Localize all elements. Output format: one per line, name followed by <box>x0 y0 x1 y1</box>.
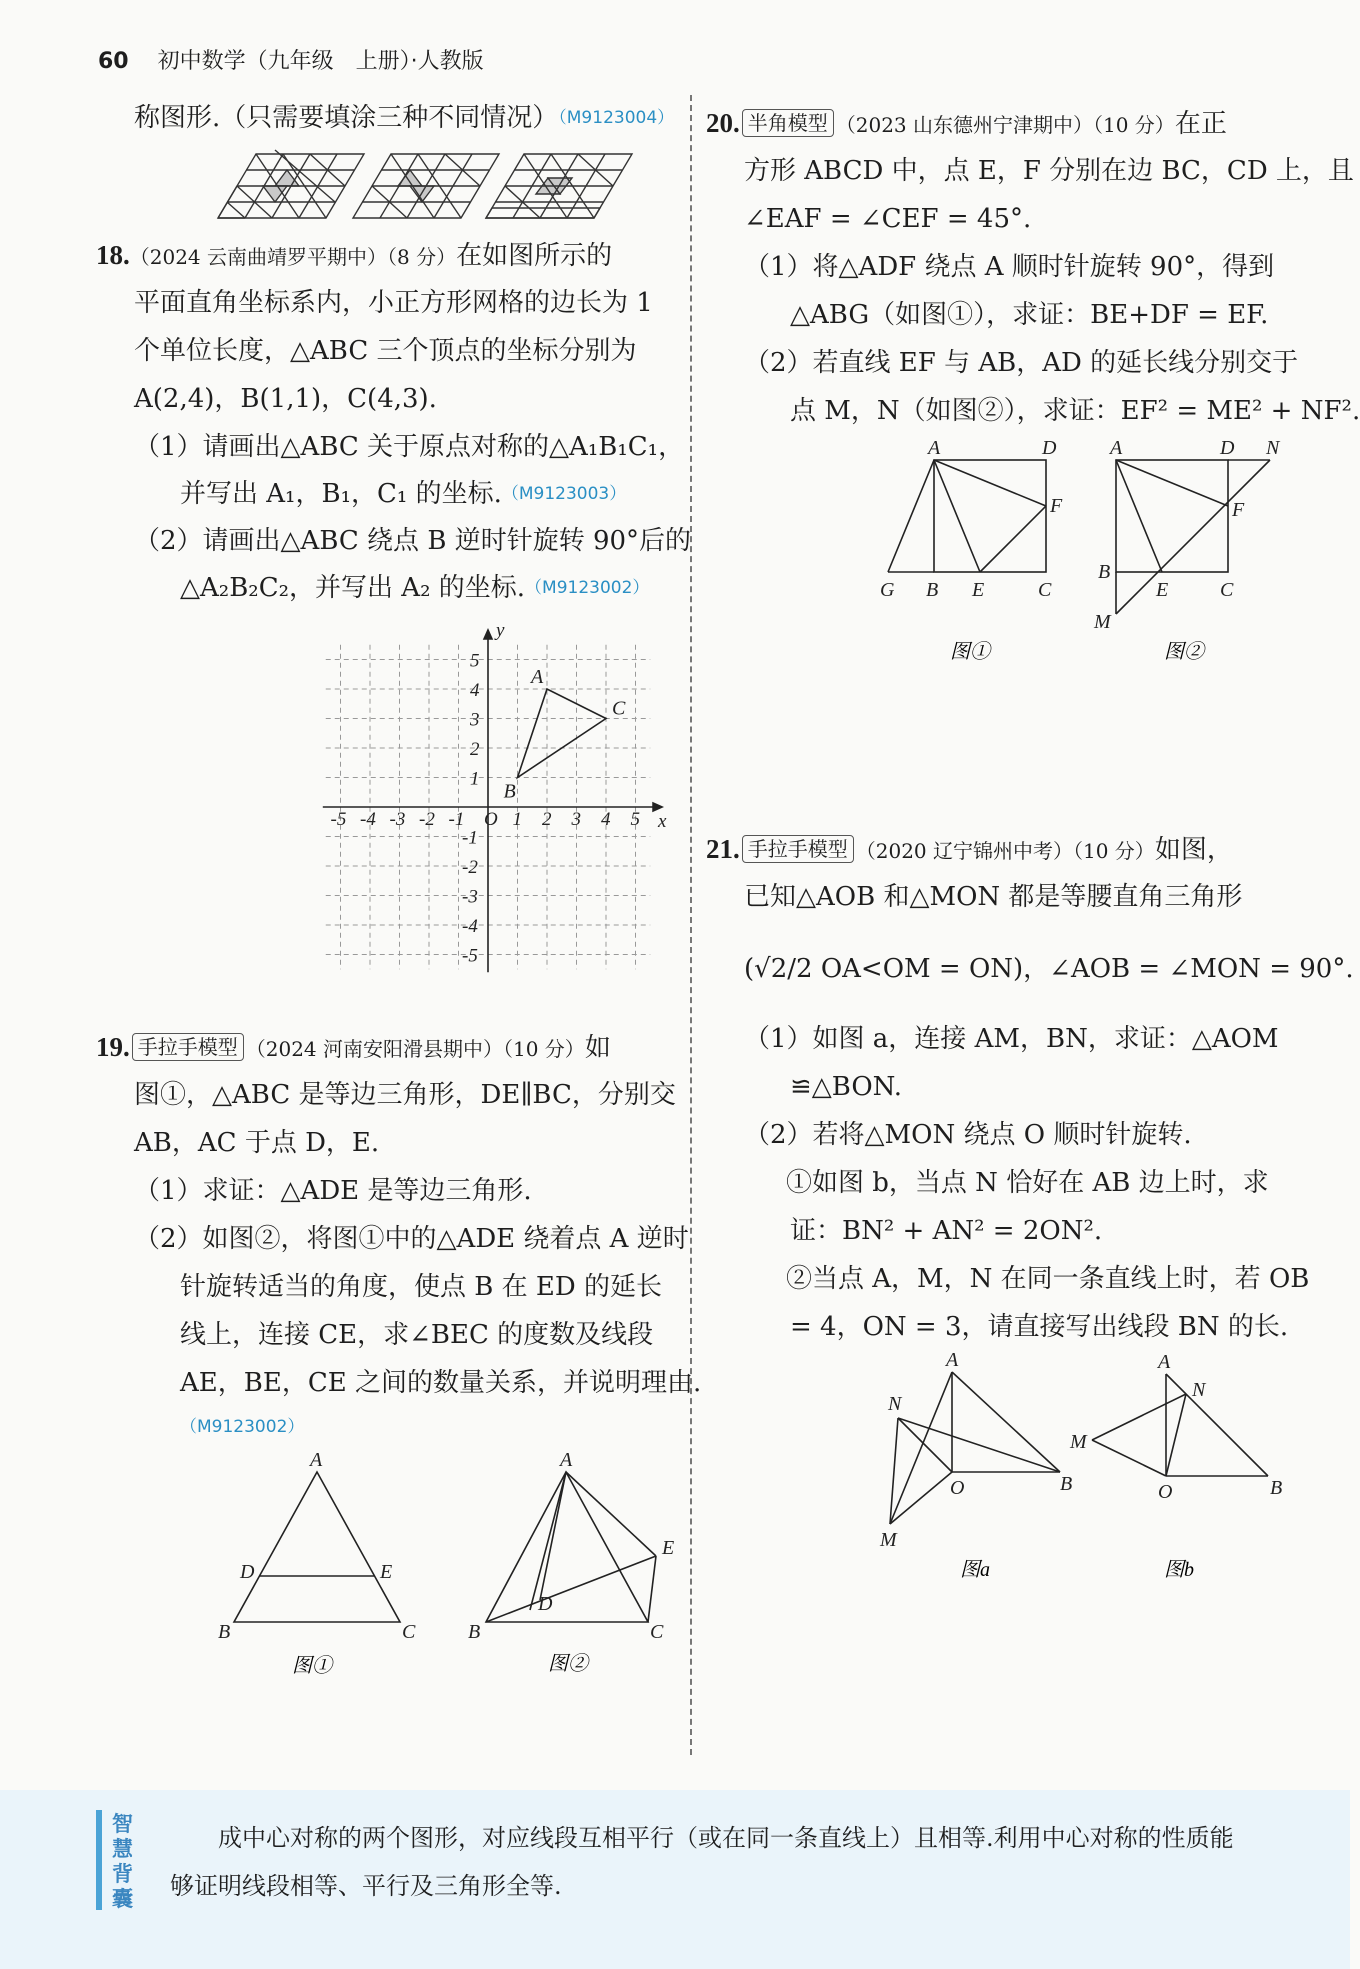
q21-fig-b-labels <box>1069 1351 1282 1503</box>
y-tick-label: -2 <box>462 857 478 878</box>
svg-text:E: E <box>1156 579 1169 601</box>
svg-text:A: A <box>928 437 941 459</box>
q20-fig2-labels <box>1093 437 1281 633</box>
q21-caption-a: 图a <box>960 1559 990 1581</box>
q18-part1a: （1）请画出△ABC 关于原点对称的△A₁B₁C₁， <box>134 432 685 462</box>
q19-code-text: （M9123002） <box>180 1417 305 1437</box>
x-tick-label: 2 <box>542 809 552 830</box>
q21-part1b: ≌△BON. <box>790 1072 903 1102</box>
svg-text:O: O <box>1158 1481 1173 1503</box>
q21-sub2b: = 4，ON = 3，请直接写出线段 BN 的长. <box>790 1312 1289 1342</box>
triangle-abc <box>518 689 607 778</box>
q21-fig-b <box>1092 1374 1268 1476</box>
svg-text:B: B <box>1060 1473 1073 1495</box>
q19-caption2: 图② <box>548 1653 588 1675</box>
vertex-label: B <box>503 780 516 803</box>
q21-part2: （2）若将△MON 绕点 O 顺时针旋转. <box>744 1120 1192 1150</box>
y-tick-label: 1 <box>470 768 480 790</box>
q21-line1 <box>706 832 1233 868</box>
svg-text:B: B <box>926 579 939 601</box>
svg-text:F: F <box>1050 495 1063 517</box>
q18-part2b <box>180 571 649 605</box>
y-tick-label: 5 <box>470 650 480 672</box>
y-tick-label: -1 <box>462 827 478 849</box>
q19-part2c: 线上，连接 CE，求∠BEC 的度数及线段 <box>180 1320 654 1350</box>
q19-part2d: AE，BE，CE 之间的数量关系，并说明理由. <box>180 1368 702 1398</box>
q20-fig1-labels <box>880 437 1063 601</box>
vertex-label: C <box>612 697 626 720</box>
svg-text:A: A <box>310 1449 323 1471</box>
q19-fig1 <box>234 1472 400 1622</box>
q21-line3: (√2/2 OA<OM = ON)，∠AOB = ∠MON = 90°. <box>744 954 1354 984</box>
svg-text:E: E <box>972 579 985 601</box>
q20-number: 20. <box>706 108 740 138</box>
x-tick-label: -1 <box>448 809 465 830</box>
q19-code <box>180 1410 304 1444</box>
q19-source: （2024 河南安阳滑县期中）（10 分） <box>245 1037 585 1061</box>
q21-caption-b: 图b <box>1164 1559 1194 1581</box>
triangle-grid-figures <box>208 150 608 222</box>
x-tick-label: -4 <box>360 809 376 830</box>
q19-caption1: 图① <box>292 1655 332 1677</box>
q20-fig1 <box>888 460 1046 572</box>
q18-part2a: （2）请画出△ABC 绕点 B 逆时针旋转 90°后的 <box>134 526 692 556</box>
svg-text:A: A <box>560 1449 573 1471</box>
book-title: 初中数学（九年级 上册）·人教版 <box>157 49 484 74</box>
x-tick-label: 4 <box>601 809 611 830</box>
q20-tag: 半角模型 <box>742 109 834 137</box>
q19-tag: 手拉手模型 <box>132 1033 244 1061</box>
svg-text:F: F <box>1232 499 1245 521</box>
y-tick-label: 2 <box>470 739 480 760</box>
x-tick-label: 1 <box>512 809 522 830</box>
svg-text:O: O <box>950 1477 965 1499</box>
svg-text:A: A <box>1110 437 1123 459</box>
q21-number: 21. <box>706 834 740 864</box>
svg-text:C: C <box>650 1621 664 1643</box>
q21-source: （2020 辽宁锦州中考）（10 分） <box>855 839 1155 863</box>
footer-tip <box>0 1790 1350 1969</box>
y-tick-label: 3 <box>470 709 480 731</box>
svg-text:M: M <box>1094 611 1111 633</box>
q21-figures <box>880 1349 1300 1582</box>
q17-code: （M9123004） <box>558 108 675 128</box>
grid-1 <box>218 150 364 218</box>
footer-accent-bar <box>96 1810 102 1910</box>
q20-caption2: 图② <box>1164 641 1204 663</box>
svg-text:A: A <box>946 1349 959 1371</box>
q21-fig-a-labels <box>879 1349 1072 1551</box>
q17-tail <box>134 101 674 135</box>
q18-line1 <box>96 238 612 274</box>
svg-text:G: G <box>880 579 895 601</box>
q19-fig2 <box>486 1472 656 1622</box>
x-axis-arrow <box>653 803 662 811</box>
svg-text:B: B <box>218 1621 231 1643</box>
svg-text:D: D <box>1220 437 1235 459</box>
q19-number: 19. <box>96 1032 130 1062</box>
q20-line1-text: 在正 <box>1174 109 1227 139</box>
q19-line1-text: 如 <box>584 1033 611 1063</box>
x-tick-label: -2 <box>419 809 435 830</box>
q20-fig2 <box>1116 460 1270 614</box>
svg-text:D: D <box>240 1561 255 1583</box>
q18-part1-code: （M9123003） <box>501 484 627 504</box>
svg-text:M: M <box>880 1529 897 1551</box>
q21-sub1b: 证：BN² + AN² = 2ON². <box>790 1216 1103 1246</box>
y-tick-label: -4 <box>462 916 478 937</box>
svg-text:D: D <box>538 1593 553 1615</box>
q18-part2-code: （M9123002） <box>525 578 650 598</box>
q18-line2: 平面直角坐标系内，小正方形网格的边长为 1 <box>134 288 653 318</box>
q18-part1b <box>180 477 626 511</box>
q20-figures <box>870 436 1300 676</box>
q18-source: （2024 云南曲靖罗平期中）（8 分） <box>129 245 457 269</box>
svg-text:B: B <box>1270 1477 1283 1499</box>
x-tick-label: -5 <box>330 809 347 830</box>
q18-part2b-text: △A₂B₂C₂，并写出 A₂ 的坐标. <box>180 573 526 603</box>
x-tick-label: O <box>484 809 498 830</box>
footer-line1: 成中心对称的两个图形，对应线段互相平行（或在同一条直线上）且相等.利用中心对称的性质能 <box>218 1824 1234 1852</box>
q18-line3: 个单位长度，△ABC 三个顶点的坐标分别为 <box>134 336 637 366</box>
svg-text:D: D <box>1042 437 1057 459</box>
footer-line2: 够证明线段相等、平行及三角形全等. <box>170 1872 562 1900</box>
q18-number: 18. <box>96 240 130 270</box>
y-tick-label: -5 <box>462 945 478 967</box>
q19-line3: AB，AC 于点 D，E. <box>134 1128 380 1158</box>
x-axis-label: x <box>658 811 667 832</box>
q21-sub2a: ②当点 A，M，N 在同一条直线上时，若 OB <box>786 1264 1310 1294</box>
q21-sub1a: ①如图 b，当点 N 恰好在 AB 边上时，求 <box>786 1168 1269 1198</box>
y-tick-label: 4 <box>470 680 480 701</box>
q19-part2b: 针旋转适当的角度，使点 B 在 ED 的延长 <box>180 1272 662 1302</box>
svg-text:N: N <box>1266 437 1280 459</box>
q18-line4: A(2,4)，B(1,1)，C(4,3). <box>134 384 437 414</box>
q20-line2: 方形 ABCD 中，点 E，F 分别在边 BC，CD 上，且 <box>744 156 1354 186</box>
svg-text:N: N <box>1192 1379 1206 1401</box>
q19-part1: （1）求证：△ADE 是等边三角形. <box>134 1176 532 1206</box>
q20-part1b: △ABG（如图①），求证：BE+DF = EF. <box>790 300 1269 330</box>
svg-text:A: A <box>1158 1351 1171 1373</box>
svg-text:M: M <box>1070 1431 1087 1453</box>
x-tick-label: 3 <box>571 809 581 830</box>
q20-caption1: 图① <box>950 641 990 663</box>
q20-part2a: （2）若直线 EF 与 AB，AD 的延长线分别交于 <box>744 348 1299 378</box>
y-axis-arrow <box>484 630 492 639</box>
column-divider <box>690 95 692 1755</box>
y-tick-label: -3 <box>462 886 478 908</box>
q19-part2a: （2）如图②，将图①中的△ADE 绕着点 A 逆时 <box>134 1224 689 1254</box>
q21-line2: 已知△AOB 和△MON 都是等腰直角三角形 <box>744 882 1243 912</box>
q20-part1a: （1）将△ADF 绕点 A 顺时针旋转 90°，得到 <box>744 252 1275 282</box>
q17-text: 称图形.（只需要填涂三种不同情况） <box>134 103 559 133</box>
q21-tag: 手拉手模型 <box>742 835 854 863</box>
svg-text:C: C <box>1038 579 1052 601</box>
grid-3 <box>486 154 632 218</box>
q20-line3: ∠EAF = ∠CEF = 45°. <box>744 204 1032 234</box>
q20-line1 <box>706 106 1227 142</box>
q19-line1 <box>96 1030 611 1066</box>
q18-line1-text: 在如图所示的 <box>456 241 613 271</box>
q19-figures <box>210 1449 675 1680</box>
q21-part1a: （1）如图 a，连接 AM，BN，求证：△AOM <box>744 1024 1279 1054</box>
q19-line2: 图①，△ABC 是等边三角形，DE∥BC，分别交 <box>134 1080 676 1110</box>
q20-source: （2023 山东德州宁津期中）（10 分） <box>835 113 1175 137</box>
q21-line1-text: 如图， <box>1154 835 1233 865</box>
svg-text:N: N <box>888 1393 902 1415</box>
x-tick-label: 5 <box>630 809 640 830</box>
q19-fig1-labels <box>218 1449 416 1643</box>
coordinate-plane <box>320 612 685 972</box>
svg-text:E: E <box>380 1561 393 1583</box>
vertex-label: A <box>531 666 544 688</box>
page-number: 60 <box>98 49 129 74</box>
q20-part2b: 点 M，N（如图②），求证：EF² = ME² + NF². <box>790 396 1360 426</box>
footer-side-label: 智慧背囊 <box>112 1812 133 1911</box>
svg-text:B: B <box>468 1621 481 1643</box>
q18-part1b-text: 并写出 A₁，B₁，C₁ 的坐标. <box>180 479 502 509</box>
x-tick-label: -3 <box>389 809 406 830</box>
svg-text:C: C <box>402 1621 416 1643</box>
svg-text:C: C <box>1220 579 1234 601</box>
page-header <box>98 44 484 75</box>
y-axis-label: y <box>496 620 505 641</box>
grid-2 <box>353 154 499 218</box>
q21-fig-a <box>890 1372 1060 1524</box>
svg-text:E: E <box>662 1537 675 1559</box>
svg-text:B: B <box>1098 561 1111 583</box>
